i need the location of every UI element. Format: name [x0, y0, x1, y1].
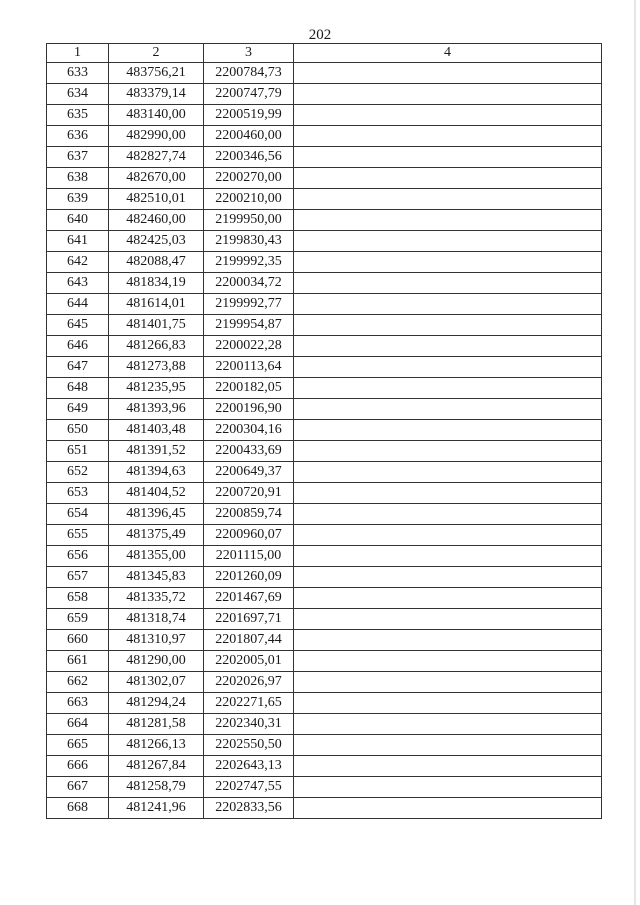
table-cell-col-2: 481396,45	[109, 504, 204, 525]
table-cell-col-1: 657	[47, 567, 109, 588]
page-number: 202	[308, 27, 332, 43]
table-cell-col-1: 654	[47, 504, 109, 525]
table-cell-col-2: 481375,49	[109, 525, 204, 546]
table-row	[47, 315, 602, 336]
table-row	[47, 84, 602, 105]
table-cell-col-2: 481290,00	[109, 651, 204, 672]
table-cell-col-4	[294, 84, 602, 105]
table-cell-col-4	[294, 357, 602, 378]
table-cell-col-4	[294, 63, 602, 84]
table-cell-col-4	[294, 756, 602, 777]
column-header-2: 2	[109, 44, 204, 63]
table-cell-col-3: 2200747,79	[204, 84, 294, 105]
table-cell-col-4	[294, 714, 602, 735]
table-cell-col-1: 633	[47, 63, 109, 84]
table-cell-col-3: 2199954,87	[204, 315, 294, 336]
table-row	[47, 609, 602, 630]
table-cell-col-3: 2199992,35	[204, 252, 294, 273]
table-cell-col-2: 481345,83	[109, 567, 204, 588]
table-cell-col-1: 634	[47, 84, 109, 105]
table-cell-col-1: 649	[47, 399, 109, 420]
table-cell-col-3: 2202643,13	[204, 756, 294, 777]
table-cell-col-2: 481393,96	[109, 399, 204, 420]
table-cell-col-2: 481614,01	[109, 294, 204, 315]
table-cell-col-2: 481401,75	[109, 315, 204, 336]
table-row	[47, 462, 602, 483]
table-cell-col-4	[294, 105, 602, 126]
table-cell-col-3: 2199992,77	[204, 294, 294, 315]
table-cell-col-2: 482510,01	[109, 189, 204, 210]
table-row	[47, 336, 602, 357]
table-cell-col-4	[294, 651, 602, 672]
table-cell-col-1: 650	[47, 420, 109, 441]
table-cell-col-2: 482460,00	[109, 210, 204, 231]
table-cell-col-1: 642	[47, 252, 109, 273]
table-cell-col-4	[294, 441, 602, 462]
table-cell-col-1: 658	[47, 588, 109, 609]
table-cell-col-3: 2202271,65	[204, 693, 294, 714]
table-cell-col-3: 2202550,50	[204, 735, 294, 756]
table-row	[47, 672, 602, 693]
table-row	[47, 378, 602, 399]
table-row	[47, 231, 602, 252]
table-cell-col-3: 2200649,37	[204, 462, 294, 483]
table-cell-col-2: 481310,97	[109, 630, 204, 651]
table-cell-col-2: 482670,00	[109, 168, 204, 189]
table-cell-col-4	[294, 567, 602, 588]
table-cell-col-1: 643	[47, 273, 109, 294]
table-cell-col-2: 481281,58	[109, 714, 204, 735]
table-row	[47, 189, 602, 210]
table-cell-col-3: 2200960,07	[204, 525, 294, 546]
table-row	[47, 567, 602, 588]
table-cell-col-3: 2201807,44	[204, 630, 294, 651]
table-cell-col-2: 481318,74	[109, 609, 204, 630]
table-cell-col-1: 668	[47, 798, 109, 819]
table-cell-col-1: 637	[47, 147, 109, 168]
table-cell-col-3: 2200784,73	[204, 63, 294, 84]
table-cell-col-1: 640	[47, 210, 109, 231]
table-row	[47, 273, 602, 294]
table-cell-col-4	[294, 693, 602, 714]
table-cell-col-2: 481834,19	[109, 273, 204, 294]
table-cell-col-1: 655	[47, 525, 109, 546]
table-cell-col-2: 482088,47	[109, 252, 204, 273]
table-cell-col-2: 481404,52	[109, 483, 204, 504]
table-body	[47, 63, 602, 819]
table-cell-col-4	[294, 294, 602, 315]
table-cell-col-4	[294, 336, 602, 357]
table-cell-col-3: 2202026,97	[204, 672, 294, 693]
table-cell-col-4	[294, 483, 602, 504]
table-cell-col-3: 2200519,99	[204, 105, 294, 126]
table-row	[47, 756, 602, 777]
table-cell-col-4	[294, 525, 602, 546]
table-cell-col-1: 641	[47, 231, 109, 252]
table-row	[47, 147, 602, 168]
table-row	[47, 777, 602, 798]
table-cell-col-3: 2201697,71	[204, 609, 294, 630]
table-cell-col-3: 2200460,00	[204, 126, 294, 147]
table-cell-col-1: 660	[47, 630, 109, 651]
table-cell-col-3: 2202833,56	[204, 798, 294, 819]
table-cell-col-1: 661	[47, 651, 109, 672]
table-cell-col-4	[294, 798, 602, 819]
table-cell-col-2: 483140,00	[109, 105, 204, 126]
table-cell-col-2: 481403,48	[109, 420, 204, 441]
table-cell-col-3: 2200859,74	[204, 504, 294, 525]
table-cell-col-3: 2200720,91	[204, 483, 294, 504]
table-cell-col-3: 2200182,05	[204, 378, 294, 399]
table-cell-col-1: 648	[47, 378, 109, 399]
table-cell-col-2: 481294,24	[109, 693, 204, 714]
table-cell-col-4	[294, 231, 602, 252]
table-cell-col-2: 482827,74	[109, 147, 204, 168]
table-row	[47, 735, 602, 756]
table-cell-col-4	[294, 252, 602, 273]
table-cell-col-2: 481355,00	[109, 546, 204, 567]
table-row	[47, 546, 602, 567]
table-cell-col-4	[294, 126, 602, 147]
table-cell-col-1: 656	[47, 546, 109, 567]
table-row	[47, 210, 602, 231]
table-row	[47, 798, 602, 819]
table-cell-col-3: 2202005,01	[204, 651, 294, 672]
table-cell-col-3: 2200270,00	[204, 168, 294, 189]
table-cell-col-3: 2199830,43	[204, 231, 294, 252]
table-row	[47, 651, 602, 672]
table-cell-col-2: 483379,14	[109, 84, 204, 105]
table-cell-col-3: 2201260,09	[204, 567, 294, 588]
table-cell-col-2: 481235,95	[109, 378, 204, 399]
table-row	[47, 294, 602, 315]
table-cell-col-1: 662	[47, 672, 109, 693]
table-cell-col-1: 638	[47, 168, 109, 189]
table-row	[47, 504, 602, 525]
table-cell-col-1: 664	[47, 714, 109, 735]
table-cell-col-3: 2200196,90	[204, 399, 294, 420]
table-cell-col-3: 2201467,69	[204, 588, 294, 609]
table-cell-col-1: 652	[47, 462, 109, 483]
table-cell-col-2: 482425,03	[109, 231, 204, 252]
table-cell-col-3: 2199950,00	[204, 210, 294, 231]
table-cell-col-4	[294, 168, 602, 189]
table-cell-col-4	[294, 378, 602, 399]
table-cell-col-4	[294, 588, 602, 609]
table-cell-col-3: 2200433,69	[204, 441, 294, 462]
table-row	[47, 357, 602, 378]
table-cell-col-4	[294, 777, 602, 798]
table-cell-col-4	[294, 630, 602, 651]
table-row	[47, 441, 602, 462]
table-row	[47, 630, 602, 651]
table-cell-col-2: 481394,63	[109, 462, 204, 483]
table-cell-col-3: 2201115,00	[204, 546, 294, 567]
table-cell-col-1: 636	[47, 126, 109, 147]
table-cell-col-2: 481266,83	[109, 336, 204, 357]
table-cell-col-2: 481266,13	[109, 735, 204, 756]
table-cell-col-2: 481335,72	[109, 588, 204, 609]
table-cell-col-4	[294, 399, 602, 420]
table-cell-col-1: 645	[47, 315, 109, 336]
table-cell-col-4	[294, 273, 602, 294]
page-edge-shadow	[634, 0, 636, 905]
table-cell-col-4	[294, 189, 602, 210]
table-row	[47, 126, 602, 147]
table-cell-col-1: 653	[47, 483, 109, 504]
table-cell-col-2: 481258,79	[109, 777, 204, 798]
table-cell-col-3: 2200022,28	[204, 336, 294, 357]
table-cell-col-4	[294, 735, 602, 756]
table-cell-col-1: 646	[47, 336, 109, 357]
coordinates-table	[46, 43, 602, 819]
table-cell-col-4	[294, 420, 602, 441]
table-cell-col-3: 2202747,55	[204, 777, 294, 798]
header-row	[47, 44, 602, 63]
table-cell-col-3: 2200210,00	[204, 189, 294, 210]
table-cell-col-3: 2200034,72	[204, 273, 294, 294]
table-row	[47, 168, 602, 189]
column-header-4: 4	[294, 44, 602, 63]
table-cell-col-1: 659	[47, 609, 109, 630]
table-cell-col-4	[294, 546, 602, 567]
table-cell-col-2: 481302,07	[109, 672, 204, 693]
table-cell-col-3: 2200346,56	[204, 147, 294, 168]
table-cell-col-4	[294, 210, 602, 231]
table-cell-col-1: 639	[47, 189, 109, 210]
table-cell-col-1: 635	[47, 105, 109, 126]
table-cell-col-1: 665	[47, 735, 109, 756]
table-cell-col-3: 2200113,64	[204, 357, 294, 378]
table-cell-col-2: 482990,00	[109, 126, 204, 147]
table-cell-col-2: 481391,52	[109, 441, 204, 462]
column-header-1: 1	[47, 44, 109, 63]
table-cell-col-4	[294, 609, 602, 630]
table-row	[47, 693, 602, 714]
table-cell-col-1: 647	[47, 357, 109, 378]
table-cell-col-3: 2202340,31	[204, 714, 294, 735]
table-cell-col-3: 2200304,16	[204, 420, 294, 441]
table-cell-col-2: 481241,96	[109, 798, 204, 819]
table-row	[47, 714, 602, 735]
table-cell-col-4	[294, 147, 602, 168]
table-row	[47, 525, 602, 546]
table-row	[47, 252, 602, 273]
table-cell-col-4	[294, 504, 602, 525]
table-cell-col-2: 481267,84	[109, 756, 204, 777]
table-cell-col-1: 666	[47, 756, 109, 777]
table-cell-col-2: 483756,21	[109, 63, 204, 84]
table-cell-col-1: 651	[47, 441, 109, 462]
table-cell-col-4	[294, 672, 602, 693]
table-row	[47, 483, 602, 504]
table-cell-col-1: 667	[47, 777, 109, 798]
column-header-3: 3	[204, 44, 294, 63]
table-row	[47, 588, 602, 609]
table-row	[47, 105, 602, 126]
table-cell-col-4	[294, 315, 602, 336]
table-row	[47, 420, 602, 441]
table-row	[47, 399, 602, 420]
table-cell-col-1: 644	[47, 294, 109, 315]
table-cell-col-2: 481273,88	[109, 357, 204, 378]
table-cell-col-1: 663	[47, 693, 109, 714]
table-cell-col-4	[294, 462, 602, 483]
table-row	[47, 63, 602, 84]
